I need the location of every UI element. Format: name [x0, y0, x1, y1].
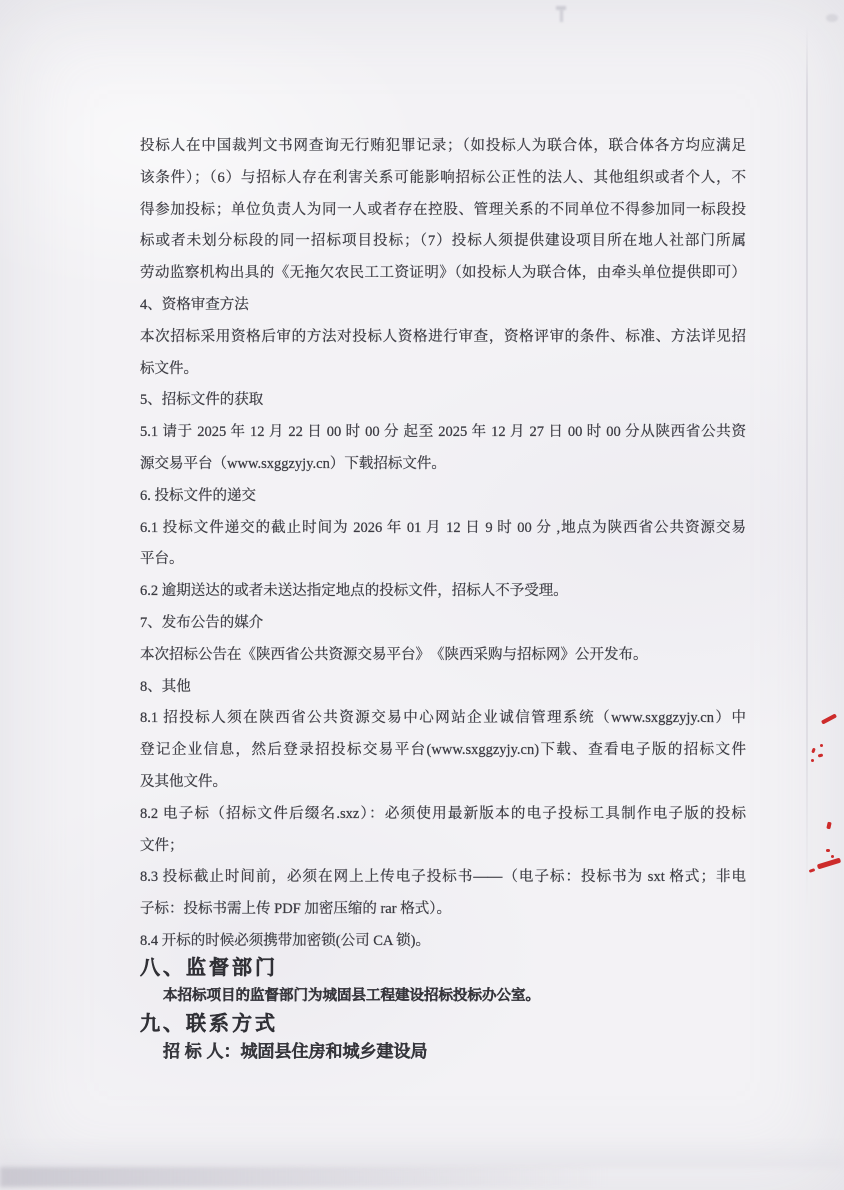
red-ink-mark [826, 849, 830, 852]
document-line: 7、发布公告的媒介 [140, 614, 264, 631]
document-line: 该条件）；（6）与招标人存在利害关系可能影响招标公正性的法人、其他组织或者个人，不 [140, 169, 746, 186]
document-line: 及其他文件。 [140, 773, 227, 790]
document-line: 8.3 投标截止时间前，必须在网上上传电子投标书——（电子标：投标书为 sxt 格式；非电 [140, 869, 746, 886]
document-line: 子标：投标书需上传 PDF 加密压缩的 rar 格式）。 [140, 901, 451, 918]
document-line: 8、其他 [140, 678, 191, 695]
document-line: 文件； [140, 837, 184, 854]
document-line: 6. 投标文件的递交 [140, 487, 256, 504]
red-ink-mark [817, 858, 841, 870]
red-ink-mark [811, 759, 814, 762]
document-line: 6.2 逾期送达的或者未送达指定地点的投标文件，招标人不予受理。 [140, 583, 568, 600]
scan-crease-line [806, 25, 808, 910]
section-heading: 八、监督部门 [140, 956, 278, 979]
red-ink-mark [821, 713, 837, 724]
red-ink-mark [820, 744, 823, 747]
scan-smudge [826, 14, 838, 22]
document-line: 本次招标公告在《陕西省公共资源交易平台》 《陕西采购与招标网》公开发布。 [140, 646, 648, 663]
section-heading: 九、联系方式 [140, 1012, 278, 1035]
document-line: 得参加投标；单位负责人为同一人或者存在控股、管理关系的不同单位不得参加同一标段投 [140, 201, 746, 218]
document-line: 投标人在中国裁判文书网查询无行贿犯罪记录；（如投标人为联合体，联合体各方均应满足 [140, 138, 746, 154]
document-line: 平台。 [140, 551, 184, 568]
red-ink-mark [811, 748, 816, 754]
contact-line: 招 标 人：城固县住房和城乡建设局 [163, 1041, 428, 1061]
document-line: 源交易平台（www.sxggzyjy.cn）下载招标文件。 [140, 455, 446, 472]
document-line: 8.1 招投标人须在陕西省公共资源交易中心网站企业诚信管理系统（www.sxggzyjy.cn）中 [140, 710, 746, 727]
document-line: 5、招标文件的获取 [140, 392, 264, 409]
red-ink-mark [831, 855, 834, 858]
bottom-left-scan-shadow [0, 1167, 640, 1187]
bold-body-line: 本招标项目的监督部门为城固县工程建设招标投标办公室。 [163, 987, 540, 1004]
document-line: 8.4 开标的时候必须携带加密锁(公司 CA 锁)。 [140, 932, 430, 949]
document-text-block [140, 131, 746, 1066]
document-line: 本次招标采用资格后审的方法对投标人资格进行审查，资格评审的条件、标准、方法详见招 [140, 328, 746, 345]
document-line: 标文件。 [140, 360, 198, 377]
red-ink-mark [818, 753, 824, 757]
document-line: 6.1 投标文件递交的截止时间为 2026 年 01 月 12 日 9 时 00 分 ,地点为陕西省公共资源交易 [140, 519, 746, 536]
document-line: 5.1 请于 2025 年 12 月 22 日 00 时 00 分 起至 2025 年 12 月 27 日 00 时 00 分从陕西省公共资 [140, 424, 746, 441]
document-line: 4、资格审查方法 [140, 296, 249, 313]
scan-smudge [560, 10, 563, 22]
bottom-scan-shadow [0, 1140, 844, 1168]
red-ink-mark [809, 868, 816, 873]
document-line: 标或者未划分标段的同一招标项目投标；（7）投标人须提供建设项目所在地人社部门所属 [140, 233, 746, 250]
document-line: 8.2 电子标（招标文件后缀名.sxz）：必须使用最新版本的电子投标工具制作电子版的投标 [140, 805, 746, 822]
red-ink-mark [826, 822, 831, 830]
document-line: 登记企业信息，然后登录招投标交易平台(www.sxggzyjy.cn)下载、查看电子版的招标文件 [140, 742, 746, 759]
document-line: 劳动监察机构出具的《无拖欠农民工工资证明》（如投标人为联合体，由牵头单位提供即可） [140, 265, 746, 282]
